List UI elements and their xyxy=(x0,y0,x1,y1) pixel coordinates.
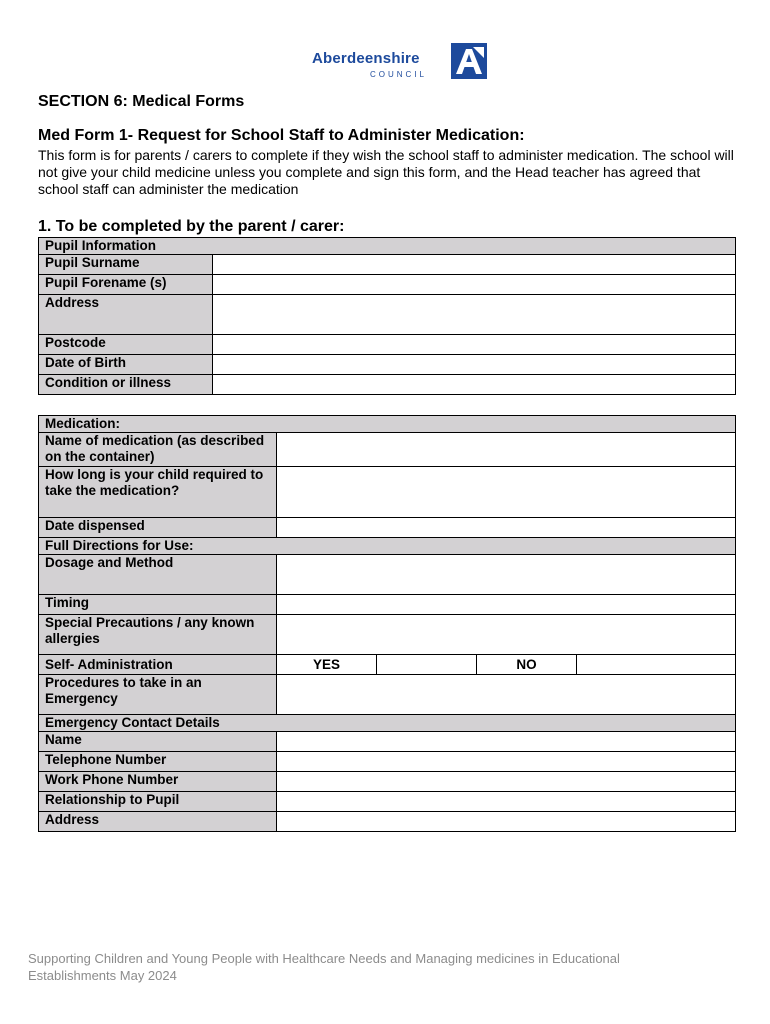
telephone-field[interactable] xyxy=(277,752,736,772)
timing-field[interactable] xyxy=(277,595,736,615)
relationship-field[interactable] xyxy=(277,792,736,812)
emergency-contact-header: Emergency Contact Details xyxy=(39,715,736,732)
condition-label: Condition or illness xyxy=(39,375,213,395)
contact-name-label: Name xyxy=(39,732,277,752)
contact-address-field[interactable] xyxy=(277,812,736,832)
medication-header: Medication: xyxy=(39,416,736,433)
council-logo xyxy=(312,42,492,82)
procedures-label: Procedures to take in an Emergency xyxy=(39,675,277,715)
aberdeenshire-a-logo-icon xyxy=(451,43,487,79)
how-long-label: How long is your child required to take the medication? xyxy=(39,467,277,518)
address-field[interactable] xyxy=(213,295,736,335)
precautions-label: Special Precautions / any known allergies xyxy=(39,615,277,655)
postcode-field[interactable] xyxy=(213,335,736,355)
condition-field[interactable] xyxy=(213,375,736,395)
directions-header: Full Directions for Use: xyxy=(39,538,736,555)
footer-text: Supporting Children and Young People with Healthcare Needs and Managing medicines in Educational Establishments May 2024 xyxy=(28,951,620,983)
dosage-label: Dosage and Method xyxy=(39,555,277,595)
logo-subtitle: COUNCIL xyxy=(370,70,428,79)
yes-label: YES xyxy=(277,655,377,675)
date-dispensed-field[interactable] xyxy=(277,518,736,538)
telephone-label: Telephone Number xyxy=(39,752,277,772)
medication-name-label: Name of medication (as described on the container) xyxy=(39,433,277,467)
procedures-field[interactable] xyxy=(277,675,736,715)
pupil-info-header: Pupil Information xyxy=(39,238,736,255)
date-of-birth-label: Date of Birth xyxy=(39,355,213,375)
relationship-label: Relationship to Pupil xyxy=(39,792,277,812)
date-of-birth-field[interactable] xyxy=(213,355,736,375)
work-phone-label: Work Phone Number xyxy=(39,772,277,792)
form-title: Med Form 1- Request for School Staff to Administer Medication: xyxy=(38,127,525,144)
intro-text: This form is for parents / carers to complete if they wish the school staff to administer medication. The school will not give your child medicine unless you complete and sign this form, and the Head teacher has agreed that school staff can administer the medication xyxy=(38,147,734,197)
address-label: Address xyxy=(39,295,213,335)
section-title: SECTION 6: Medical Forms xyxy=(38,93,245,110)
pupil-forename-label: Pupil Forename (s) xyxy=(39,275,213,295)
medication-table xyxy=(38,415,736,832)
contact-address-label: Address xyxy=(39,812,277,832)
how-long-field[interactable] xyxy=(277,467,736,518)
contact-name-field[interactable] xyxy=(277,732,736,752)
timing-label: Timing xyxy=(39,595,277,615)
parent-heading: 1. To be completed by the parent / carer: xyxy=(38,218,345,235)
postcode-label: Postcode xyxy=(39,335,213,355)
date-dispensed-label: Date dispensed xyxy=(39,518,277,538)
no-label: NO xyxy=(477,655,577,675)
pupil-surname-field[interactable] xyxy=(213,255,736,275)
pupil-information-table xyxy=(38,237,736,395)
medication-name-field[interactable] xyxy=(277,433,736,467)
dosage-field[interactable] xyxy=(277,555,736,595)
no-checkbox[interactable] xyxy=(577,655,736,675)
logo-name: Aberdeenshire xyxy=(312,50,420,67)
self-administration-label: Self- Administration xyxy=(39,655,277,675)
work-phone-field[interactable] xyxy=(277,772,736,792)
precautions-field[interactable] xyxy=(277,615,736,655)
pupil-forename-field[interactable] xyxy=(213,275,736,295)
pupil-surname-label: Pupil Surname xyxy=(39,255,213,275)
yes-checkbox[interactable] xyxy=(377,655,477,675)
